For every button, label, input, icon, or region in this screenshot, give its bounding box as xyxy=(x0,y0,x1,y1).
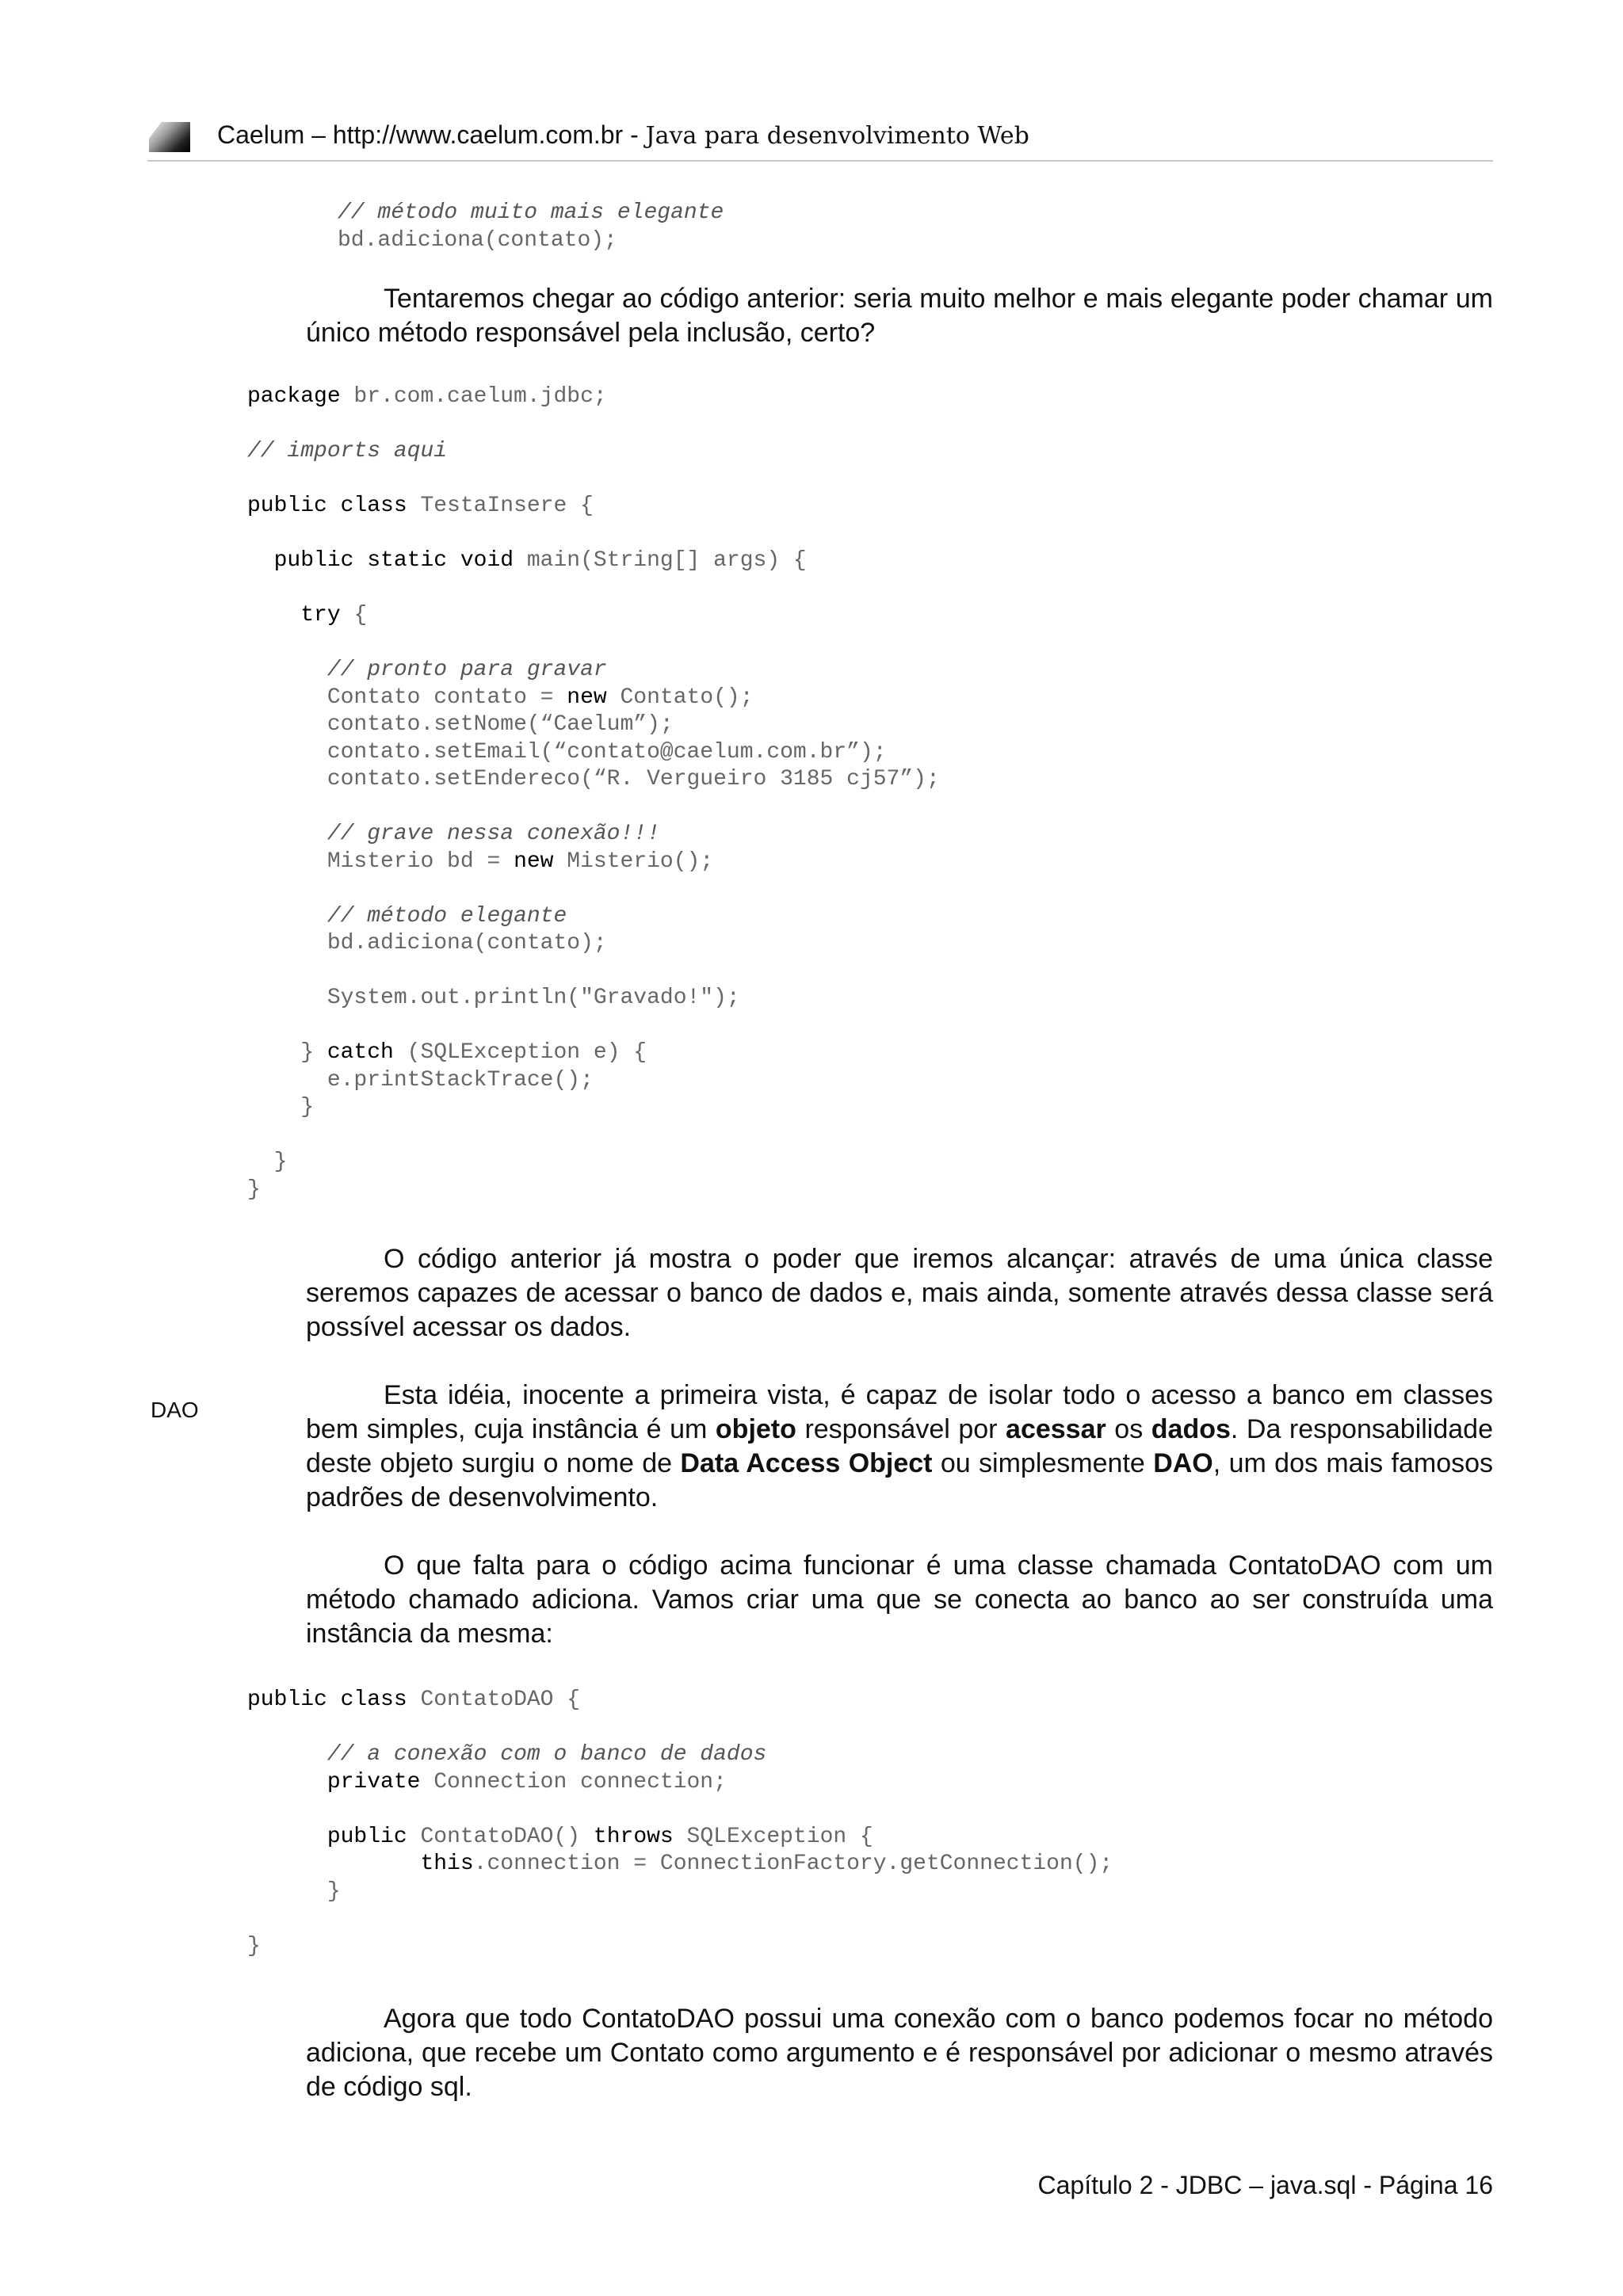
code-comment: // imports aqui xyxy=(247,439,448,463)
code-comment: // a conexão com o banco de dados xyxy=(327,1742,767,1767)
caelum-logo-icon xyxy=(149,122,190,152)
code-text: Contato(); xyxy=(606,685,754,710)
code-text: SQLException { xyxy=(673,1824,873,1849)
code-text: .connection = ConnectionFactory.getConnection(); xyxy=(473,1852,1113,1876)
code-comment: // método muito mais elegante xyxy=(338,200,724,225)
code-text: System.out.println("Gravado!"); xyxy=(327,986,740,1010)
paragraph-intro xyxy=(306,282,1493,350)
paragraph-intro-text: Tentaremos chegar ao código anterior: seria muito melhor e mais elegante poder chamar um único método responsável pela inclusão, certo? xyxy=(306,284,1493,348)
header-text xyxy=(217,120,1029,150)
keyword: private xyxy=(327,1769,421,1794)
page-header xyxy=(147,117,1493,162)
page-footer: Capítulo 2 - JDBC – java.sql - Página 16 xyxy=(1037,2171,1493,2199)
code-text: ContatoDAO { xyxy=(407,1688,581,1712)
code-text: contato.setNome(“Caelum”); xyxy=(327,712,674,737)
code-text: } xyxy=(273,1150,288,1174)
keyword: this xyxy=(420,1852,474,1876)
bold-term: acessar xyxy=(1006,1414,1106,1444)
code-comment: // grave nessa conexão!!! xyxy=(327,822,660,846)
code-text: Connection connection; xyxy=(420,1769,727,1794)
keyword: public xyxy=(327,1824,407,1849)
code-text: contato.setEmail(“contato@caelum.com.br”); xyxy=(327,739,887,765)
paragraph-contatodao xyxy=(306,1549,1493,1651)
keyword: public class xyxy=(247,494,407,518)
code-text: TestaInsere { xyxy=(407,494,594,518)
header-site: Caelum – http://www.caelum.com.br - xyxy=(217,120,646,149)
paragraph-agora xyxy=(306,2002,1493,2104)
code-text: Misterio bd = xyxy=(327,849,514,874)
margin-note-dao: DAO xyxy=(151,1398,199,1422)
header-title: Java para desenvolvimento Web xyxy=(645,122,1029,150)
bold-term: objeto xyxy=(715,1414,796,1444)
bold-term: DAO xyxy=(1153,1448,1213,1478)
paragraph-poder xyxy=(306,1242,1493,1344)
code-block-testainsere xyxy=(247,383,940,1203)
code-text: contato.setEndereco(“R. Vergueiro 3185 cj57”); xyxy=(327,767,940,791)
code-text: Misterio(); xyxy=(553,849,714,874)
keyword: package xyxy=(247,384,341,409)
code-text: } xyxy=(300,1095,315,1119)
code-text: } xyxy=(300,1040,327,1065)
code-text: br.com.caelum.jdbc; xyxy=(340,384,607,409)
code-block-contatodao xyxy=(247,1687,1113,1960)
code-text: bd.adiciona(contato); xyxy=(327,931,607,955)
paragraph-poder-text: O código anterior já mostra o poder que iremos alcançar: através de uma única classe seremos capazes de acessar o banco de dados e, mais ainda, somente através dessa classe será possível acessar os dados. xyxy=(306,1244,1493,1342)
paragraph-agora-text: Agora que todo ContatoDAO possui uma conexão com o banco podemos focar no método adiciona, que recebe um Contato como argumento e é responsável por adicionar o mesmo através de código sql. xyxy=(306,2004,1493,2102)
keyword: new xyxy=(567,685,607,710)
code-comment: // método elegante xyxy=(327,903,567,929)
keyword: catch xyxy=(327,1040,394,1065)
bold-term: dados xyxy=(1151,1414,1231,1444)
code-text: main(String[] args) { xyxy=(514,548,807,573)
code-text: Contato contato = xyxy=(327,685,567,710)
code-text: } xyxy=(327,1878,341,1904)
keyword: new xyxy=(514,849,554,874)
code-text: ContatoDAO() xyxy=(407,1824,594,1849)
code-block-snippet xyxy=(338,200,724,254)
code-line: bd.adiciona(contato); xyxy=(338,227,617,253)
paragraph-contatodao-text: O que falta para o código acima funcionar é uma classe chamada ContatoDAO com um método chamado adiciona. Vamos criar uma que se conecta ao banco ao ser construída uma instância da mesma: xyxy=(306,1550,1493,1649)
keyword: public class xyxy=(247,1688,407,1712)
code-text: (SQLException e) { xyxy=(393,1040,647,1065)
paragraph-dao: Esta idéia, inocente a primeira vista, é capaz de isolar todo o acesso a banco em classes bem simples, cuja instância é um objeto responsável por acessar os dados. Da responsabilidade deste objeto surgiu o nome de Data Access Object ou simplesmente DAO, um dos mais famosos padrões de desenvolvimento. xyxy=(306,1380,1494,1512)
bold-term: Data Access Object xyxy=(680,1448,933,1478)
code-text: e.printStackTrace(); xyxy=(327,1067,594,1093)
code-comment: // pronto para gravar xyxy=(327,658,607,682)
keyword: try xyxy=(300,603,341,627)
keyword: public static void xyxy=(273,548,514,573)
code-text: { xyxy=(340,603,368,627)
keyword: throws xyxy=(593,1824,674,1849)
code-text: } xyxy=(247,1933,261,1958)
code-text: } xyxy=(247,1177,261,1202)
